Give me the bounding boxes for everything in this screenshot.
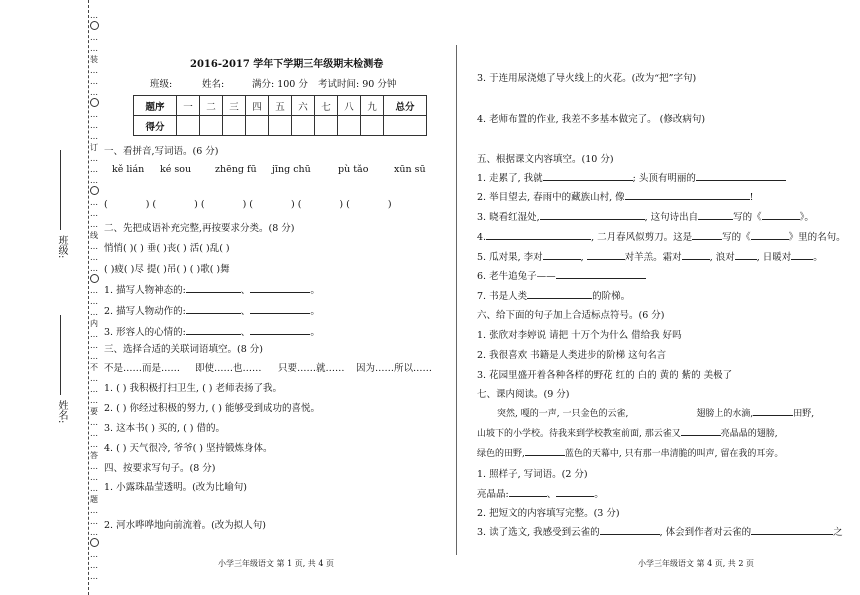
t: 6. 老牛追兔子——	[477, 271, 556, 282]
fill-line-7	[477, 288, 630, 302]
answer-line[interactable]	[186, 325, 241, 335]
t: 3. 读了选文, 我感受到云雀的	[477, 527, 600, 538]
binding-char: …	[90, 484, 98, 493]
t: 3. 晓看红湿处,	[477, 212, 540, 223]
binding-char: …	[90, 462, 98, 471]
punct-q1[interactable]: 1. 张欣对李婷说 请把 十万个为什么 借给我 好吗	[477, 330, 682, 341]
binding-char: …	[90, 198, 98, 207]
pinyin-1: kě lián	[112, 164, 145, 175]
binding-char: …	[90, 110, 98, 119]
t: 1. 走累了, 我就	[477, 173, 543, 184]
pinyin-2: ké sou	[160, 164, 192, 175]
answer-line[interactable]	[600, 525, 660, 535]
answer-line[interactable]	[753, 406, 793, 416]
score-input-cell[interactable]	[292, 116, 315, 136]
sep: 、	[240, 327, 251, 338]
section7-heading: 七、课内阅读。(9 分)	[477, 389, 570, 400]
conj-option-1: 不是……而是……	[104, 363, 181, 374]
reading-q2: 2. 把短文的内容填写完整。(3 分)	[477, 508, 620, 519]
binding-circle	[89, 98, 99, 109]
binding-char: 题	[90, 495, 98, 504]
score-row-label: 得分	[134, 116, 177, 136]
answer-line[interactable]	[681, 426, 721, 436]
binding-char: …	[90, 77, 98, 86]
binding-char: …	[90, 341, 98, 350]
binding-circle	[89, 21, 99, 32]
rewrite-q2: 2. 河水哗哗地向前流着。(改为拟人句)	[104, 520, 266, 531]
right-footer: 小学三年级语文 第 4 页, 共 2 页	[638, 559, 754, 568]
t: 突然, 嘎的一声, 一只金色的云雀,	[497, 409, 629, 419]
conj-option-4: 因为……所以……	[356, 363, 433, 374]
t: 》里的名句。	[788, 232, 846, 243]
conj-q2[interactable]: 2. ( ) 你经过积极的努力, ( ) 能够受到成功的喜悦。	[104, 403, 321, 414]
t: 7. 书是人类	[477, 291, 528, 302]
pinyin-5: pù tǎo	[338, 164, 369, 175]
reading-q3	[477, 524, 843, 538]
answer-line[interactable]	[587, 250, 625, 260]
binding-char: 不	[90, 363, 98, 372]
reading-line-2	[477, 426, 778, 439]
t: 写的《	[722, 232, 751, 243]
binding-char: 要	[90, 407, 98, 416]
binding-char: …	[90, 352, 98, 361]
t: 绿色的田野,	[477, 449, 525, 459]
binding-char: …	[90, 242, 98, 251]
section1-heading: 一、看拼音,写词语。(6 分)	[104, 146, 219, 157]
binding-char: …	[90, 297, 98, 306]
score-cell: 三	[223, 96, 246, 116]
binding-char: …	[90, 209, 98, 218]
answer-line[interactable]	[696, 171, 786, 181]
column-divider	[456, 45, 457, 555]
t: 亮晶晶的翅膀,	[720, 429, 778, 439]
answer-line[interactable]	[540, 210, 645, 220]
score-cell: 总分	[384, 96, 427, 116]
fill-line-5	[477, 249, 823, 263]
score-cell: 题序	[134, 96, 177, 116]
binding-char: …	[90, 33, 98, 42]
pinyin-6: xūn sū	[394, 164, 426, 175]
answer-line[interactable]	[543, 171, 633, 181]
t: , 这句诗出自	[644, 212, 699, 223]
score-cell: 四	[246, 96, 269, 116]
binding-char: …	[90, 308, 98, 317]
fill-line-4	[477, 229, 846, 243]
t: , 体会到作者对云雀的	[659, 527, 752, 538]
answer-line[interactable]	[625, 190, 750, 200]
score-input-cell[interactable]	[269, 116, 292, 136]
binding-circle	[89, 186, 99, 197]
binding-char: 线	[90, 231, 98, 240]
binding-strip	[89, 10, 99, 582]
t: ; 头顶有明丽的	[632, 173, 696, 184]
binding-char: …	[90, 385, 98, 394]
info-time: 考试时间: 90 分钟	[318, 79, 397, 90]
binding-circle	[89, 274, 99, 285]
binding-char: …	[90, 121, 98, 130]
score-cell: 六	[292, 96, 315, 116]
q-text: 1. 描写人物神态的:	[104, 285, 186, 296]
binding-char: …	[90, 572, 98, 581]
binding-char: …	[90, 396, 98, 405]
answer-line[interactable]	[556, 269, 646, 279]
answer-line[interactable]	[556, 487, 594, 497]
section2-heading: 二、先把成语补充完整,再按要求分类。(8 分)	[104, 223, 295, 234]
binding-char: …	[90, 11, 98, 20]
t: , 日暖对	[756, 252, 792, 263]
conj-q4[interactable]: 4. ( ) 天气很冷, 爷爷( ) 坚持锻炼身体。	[104, 443, 273, 454]
t: 2. 举目望去, 春雨中的藏族山村, 像	[477, 192, 625, 203]
score-cell: 二	[200, 96, 223, 116]
binding-char: …	[90, 253, 98, 262]
t: 翅膀上的水滴,	[696, 409, 754, 419]
answer-line[interactable]	[751, 525, 833, 535]
binding-char: …	[90, 550, 98, 559]
classify-q3: 3. 形容人的心情的: 、 。	[104, 327, 320, 338]
q-text: 2. 描写人物动作的:	[104, 306, 186, 317]
score-cell: 八	[338, 96, 361, 116]
classify-q2: 2. 描写人物动作的: 、 。	[104, 306, 320, 317]
answer-line[interactable]	[486, 230, 591, 240]
answer-line[interactable]	[791, 250, 813, 260]
answer-line[interactable]	[509, 487, 547, 497]
binding-char: 订	[90, 143, 98, 152]
binding-char: …	[90, 473, 98, 482]
fill-line-2	[477, 189, 754, 203]
score-cell: 一	[177, 96, 200, 116]
rewrite-q1: 1. 小露珠晶莹透明。(改为比喻句)	[104, 482, 247, 493]
score-input-cell[interactable]	[384, 116, 427, 136]
t: 田野,	[793, 409, 815, 419]
answer-line[interactable]	[250, 325, 310, 335]
score-cell: 五	[269, 96, 292, 116]
info-class: 班级:	[150, 79, 173, 90]
conj-option-3: 只要……就……	[278, 363, 345, 374]
binding-char: …	[90, 66, 98, 75]
answer-line[interactable]	[692, 230, 722, 240]
score-input-cell[interactable]	[177, 116, 200, 136]
reading-q1-example: 亮晶晶: 、 。	[477, 489, 604, 500]
punct-q2[interactable]: 2. 我很喜欢 书籍是人类进步的阶梯 这句名言	[477, 350, 667, 361]
fill-line-3	[477, 209, 814, 223]
binding-circle	[89, 538, 99, 549]
binding-char: …	[90, 330, 98, 339]
rewrite-q3: 3. 于连用尿浇熄了导火线上的火花。(改为“把”字句)	[477, 73, 697, 84]
binding-char: …	[90, 429, 98, 438]
reading-q1: 1. 照样子, 写词语。(2 分)	[477, 469, 588, 480]
pinyin-answer-brackets[interactable]: ( ) ( ) ( ) ( ) ( ) ( )	[104, 199, 392, 210]
answer-line[interactable]	[735, 250, 757, 260]
t: 。	[813, 252, 823, 263]
fill-line-1	[477, 170, 786, 184]
info-score: 满分: 100 分	[252, 79, 308, 90]
left-footer: 小学三年级语文 第 1 页, 共 4 页	[218, 559, 334, 568]
binding-char: 装	[90, 55, 98, 64]
binding-char: …	[90, 165, 98, 174]
rewrite-q4: 4. 老师布置的作业, 我差不多基本做完了。 (修改病句)	[477, 114, 706, 125]
answer-line[interactable]	[250, 304, 310, 314]
t: 5. 瓜对果, 李对	[477, 252, 543, 263]
punct-q3[interactable]: 3. 花园里盛开着各种各样的野花 红的 白的 黄的 紫的 美极了	[477, 370, 733, 381]
idiom-line-2[interactable]: ( )疲( )尽 提( )吊( ) ( )歌( )舞	[104, 264, 230, 275]
t: 蓝色的天幕中, 只有那一串清脆的叫声, 留在我的耳旁。	[564, 449, 784, 459]
t: ,	[580, 252, 587, 263]
score-input-cell[interactable]	[223, 116, 246, 136]
answer-line[interactable]	[186, 304, 241, 314]
binding-char: …	[90, 517, 98, 526]
t: 》。	[799, 212, 814, 223]
binding-char: …	[90, 440, 98, 449]
answer-line[interactable]	[698, 210, 733, 220]
answer-line[interactable]	[250, 283, 310, 293]
t: 之	[833, 527, 843, 538]
score-input-cell[interactable]	[315, 116, 338, 136]
name-write-line	[60, 315, 61, 395]
section5-heading: 五、根据课文内容填空。(10 分)	[477, 154, 614, 165]
score-input-cell[interactable]	[338, 116, 361, 136]
t: 亮晶晶:	[477, 489, 509, 500]
score-table	[133, 95, 427, 136]
binding-char: …	[90, 418, 98, 427]
t: 4.	[477, 232, 487, 243]
binding-char: …	[90, 561, 98, 570]
exam-title: 2016-2017 学年下学期三年级期末检测卷	[190, 59, 384, 70]
section4-heading: 四、按要求写句子。(8 分)	[104, 463, 216, 474]
q-text: 3. 形容人的心情的:	[104, 327, 186, 338]
t: , 二月春风似剪刀。这是	[591, 232, 693, 243]
name-label: 姓名:	[56, 400, 67, 424]
binding-char: …	[90, 528, 98, 537]
binding-char: …	[90, 132, 98, 141]
conj-q1[interactable]: 1. ( ) 我积极打扫卫生, ( ) 老师表扬了我。	[104, 383, 283, 394]
answer-line[interactable]	[527, 289, 592, 299]
t: 、	[546, 489, 557, 500]
t: 写的《	[733, 212, 762, 223]
t: 对羊羔。霜对	[624, 252, 682, 263]
answer-line[interactable]	[751, 230, 789, 240]
binding-char: …	[90, 264, 98, 273]
binding-char: 答	[90, 451, 98, 460]
sep: 、	[240, 306, 251, 317]
answer-line[interactable]	[762, 210, 800, 220]
fill-line-6	[477, 268, 646, 282]
binding-char: …	[90, 154, 98, 163]
score-table-header	[134, 96, 427, 116]
class-write-line	[60, 150, 61, 230]
score-cell: 七	[315, 96, 338, 116]
conj-q3[interactable]: 3. 这本书( ) 买的, ( ) 借的。	[104, 423, 226, 434]
binding-char: …	[90, 44, 98, 53]
score-table-row	[134, 116, 427, 136]
binding-char: …	[90, 88, 98, 97]
idiom-line-1[interactable]: 悄悄( )( ) 垂( )丧( ) 活( )乱( )	[104, 243, 230, 254]
answer-line[interactable]	[543, 250, 581, 260]
answer-line[interactable]	[682, 250, 710, 260]
binding-char: 内	[90, 319, 98, 328]
score-input-cell[interactable]	[200, 116, 223, 136]
binding-char: …	[90, 506, 98, 515]
pinyin-3: zhēng fū	[215, 164, 257, 175]
conj-option-2: 即使……也……	[195, 363, 262, 374]
score-input-cell[interactable]	[246, 116, 269, 136]
binding-char: …	[90, 220, 98, 229]
binding-char: …	[90, 286, 98, 295]
reading-line-1	[497, 406, 814, 419]
info-name: 姓名:	[202, 79, 225, 90]
score-cell: 九	[361, 96, 384, 116]
reading-line-3	[477, 446, 783, 459]
answer-line[interactable]	[186, 283, 241, 293]
section6-heading: 六、给下面的句子加上合适标点符号。(6 分)	[477, 310, 665, 321]
classify-q1: 1. 描写人物神态的: 、 。	[104, 285, 320, 296]
pinyin-4: jīng chū	[272, 164, 311, 175]
t: 山坡下的小学校。待我来到学校教室前面, 那云雀又	[477, 429, 681, 439]
sep: 、	[240, 285, 251, 296]
binding-char: …	[90, 374, 98, 383]
score-input-cell[interactable]	[361, 116, 384, 136]
binding-char: …	[90, 176, 98, 185]
t: !	[749, 192, 754, 203]
t: 的阶梯。	[592, 291, 631, 302]
class-label: 班级:	[56, 235, 67, 259]
answer-line[interactable]	[525, 446, 565, 456]
section3-heading: 三、选择合适的关联词语填空。(8 分)	[104, 344, 263, 355]
t: , 浪对	[709, 252, 735, 263]
